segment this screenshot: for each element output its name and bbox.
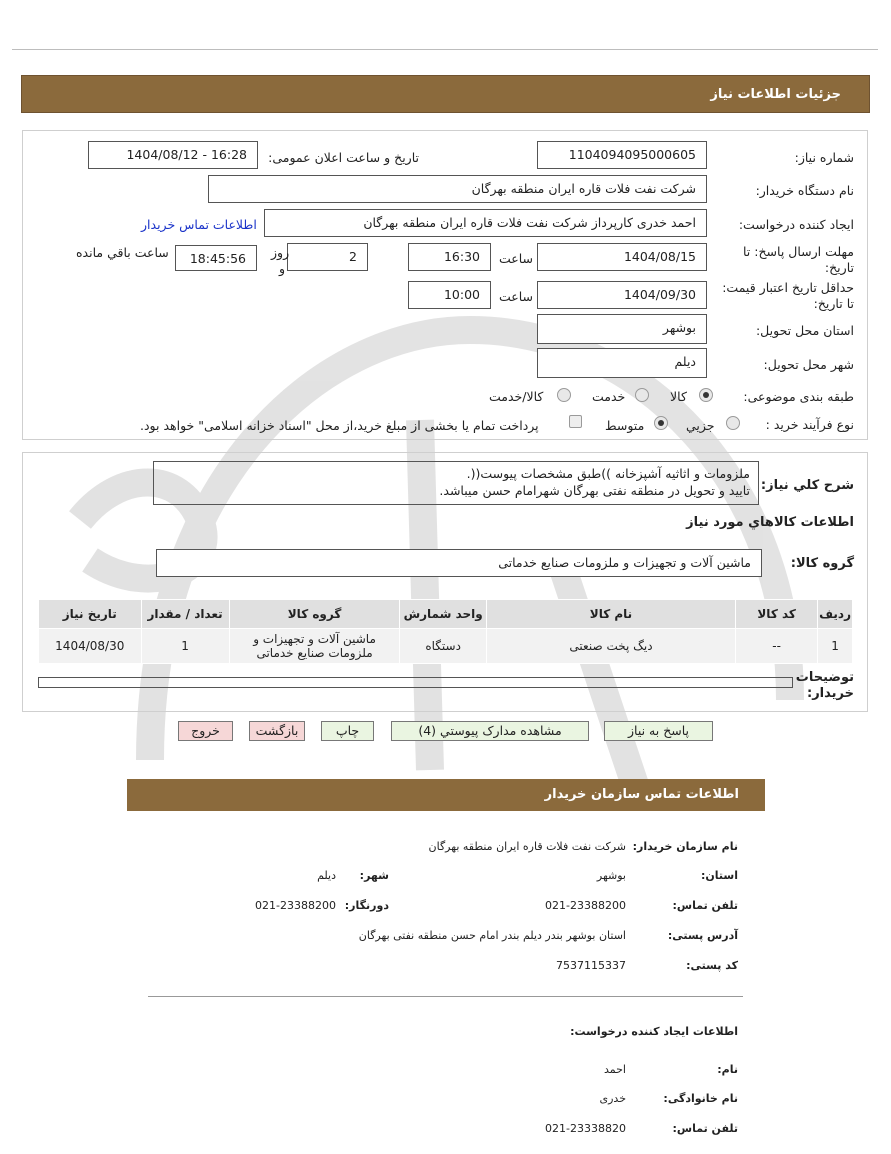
creator-last-name-label: نام خانوادگی: <box>663 1092 738 1105</box>
cell-qty: 1 <box>141 629 229 664</box>
days-and-label: و <box>279 261 286 276</box>
process-medium-radio[interactable] <box>654 416 668 430</box>
creator-info-title: اطلاعات ایجاد کننده درخواست: <box>570 1025 738 1038</box>
announce-label: تاریخ و ساعت اعلان عمومی: <box>268 150 419 165</box>
category-both-label: کالا/خدمت <box>489 389 544 404</box>
top-divider <box>12 49 878 50</box>
goods-table-header <box>39 600 853 629</box>
category-both-radio[interactable] <box>557 388 571 402</box>
creator-label: ایجاد کننده درخواست: <box>738 217 854 232</box>
days-field: 2 <box>287 243 368 271</box>
exit-button[interactable]: خروج <box>178 721 233 741</box>
goods-group-field: ماشین آلات و تجهیزات و ملزومات صنایع خدماتی <box>156 549 762 577</box>
print-button[interactable]: چاپ <box>321 721 374 741</box>
description-line-2: تایید و تحویل در منطقه نفتی بهرگان شهرامام حسن میباشد. <box>439 483 750 498</box>
category-service-label: خدمت <box>592 389 626 404</box>
creator-phone-label: تلفن تماس: <box>672 1122 738 1135</box>
province-label: استان محل تحویل: <box>755 323 854 338</box>
col-date: تاریخ نیاز <box>39 600 142 629</box>
creator-first-name-value: احمد <box>604 1063 626 1076</box>
contact-org-value: شرکت نفت فلات قاره ایران منطقه بهرگان <box>428 840 626 853</box>
contact-address-value: استان بوشهر بندر دیلم بندر امام حسن منطقه نفتی بهرگان <box>358 929 626 942</box>
cell-code: -- <box>736 629 818 664</box>
validity-label-line2: تا تاریخ: <box>813 296 854 311</box>
treasury-payment-checkbox[interactable] <box>569 415 582 428</box>
col-qty: تعداد / مقدار <box>141 600 229 629</box>
buyer-label: نام دستگاه خریدار: <box>755 183 854 198</box>
contact-province-label: استان: <box>701 869 738 882</box>
page-header: جزئیات اطلاعات نیاز <box>21 75 870 113</box>
col-row: ردیف <box>818 600 853 629</box>
process-small-label: جزیي <box>686 418 715 433</box>
col-unit: واحد شمارش <box>400 600 486 629</box>
buyer-notes-label-line1: توضیحات <box>795 670 854 685</box>
validity-date-field: 1404/09/30 <box>537 281 707 309</box>
cell-unit: دستگاه <box>400 629 486 664</box>
back-button[interactable]: بازگشت <box>249 721 305 741</box>
contact-fax-value: 021-23388200 <box>255 899 336 912</box>
contact-section-header: اطلاعات تماس سازمان خریدار <box>127 779 765 811</box>
buyer-contact-link[interactable]: اطلاعات تماس خریدار <box>141 217 257 232</box>
goods-section-title: اطلاعات کالاهاي مورد نیاز <box>686 515 854 530</box>
category-goods-label: کالا <box>670 389 687 404</box>
deadline-label-line1: مهلت ارسال پاسخ: تا <box>743 244 854 259</box>
city-label: شهر محل تحویل: <box>763 357 854 372</box>
process-small-radio[interactable] <box>726 416 740 430</box>
contact-org-label: نام سازمان خریدار: <box>632 840 738 853</box>
validity-time-label: ساعت <box>498 289 533 304</box>
deadline-time-field: 16:30 <box>408 243 491 271</box>
description-label: شرح کلي نیاز: <box>760 478 854 493</box>
creator-phone-value: 021-23338820 <box>545 1122 626 1135</box>
cell-name: دیگ پخت صنعتی <box>486 629 735 664</box>
category-goods-radio[interactable] <box>699 388 713 402</box>
province-field: بوشهر <box>537 314 707 344</box>
process-label: نوع فرآیند خرید : <box>765 417 854 432</box>
days-label: روز <box>271 245 290 260</box>
cell-group: ماشین آلات و تجهیزات و ملزومات صنایع خدماتی <box>229 629 400 664</box>
goods-table <box>38 599 853 664</box>
creator-first-name-label: نام: <box>717 1063 738 1076</box>
contact-address-label: آدرس پستی: <box>667 929 738 942</box>
contact-phone-label: تلفن تماس: <box>672 899 738 912</box>
category-label: طبقه بندی موضوعی: <box>743 389 854 404</box>
need-number-field: 1104094095000605 <box>537 141 707 169</box>
validity-time-field: 10:00 <box>408 281 491 309</box>
col-code: کد کالا <box>736 600 818 629</box>
contact-divider <box>148 996 743 997</box>
contact-phone-value: 021-23388200 <box>545 899 626 912</box>
cell-date: 1404/08/30 <box>39 629 142 664</box>
contact-postal-label: کد پستی: <box>686 959 738 972</box>
contact-city-label: شهر: <box>359 869 389 882</box>
contact-postal-value: 7537115337 <box>556 959 626 972</box>
remaining-time-field: 18:45:56 <box>175 245 257 271</box>
buyer-field: شرکت نفت فلات قاره ایران منطقه بهرگان <box>208 175 707 203</box>
remaining-time-label: ساعت باقي مانده <box>76 245 169 260</box>
description-box <box>153 461 759 505</box>
creator-field: احمد خدری کارپرداز شرکت نفت فلات قاره ایران منطقه بهرگان <box>264 209 707 237</box>
creator-last-name-value: خدری <box>599 1092 626 1105</box>
col-group: گروه کالا <box>229 600 400 629</box>
reply-button[interactable]: پاسخ به نیاز <box>604 721 713 741</box>
cell-row: 1 <box>818 629 853 664</box>
contact-province-value: بوشهر <box>596 869 626 882</box>
buyer-notes-box <box>38 677 793 688</box>
deadline-date-field: 1404/08/15 <box>537 243 707 271</box>
city-field: دیلم <box>537 348 707 378</box>
need-number-label: شماره نیاز: <box>794 150 854 165</box>
view-documents-button[interactable]: مشاهده مدارک پیوستي (4) <box>391 721 589 741</box>
treasury-payment-note: پرداخت تمام یا بخشی از مبلغ خرید،از محل "اسناد خزانه اسلامی" خواهد بود. <box>140 418 539 433</box>
description-line-1: ملزومات و اثاثیه آشپزخانه ))طبق مشخصات پیوست((. <box>466 466 750 481</box>
announce-field: 1404/08/12 - 16:28 <box>88 141 258 169</box>
table-row <box>39 629 853 664</box>
process-medium-label: متوسط <box>605 418 645 433</box>
buyer-notes-label-line2: خریدار: <box>807 686 854 701</box>
deadline-label-line2: تاریخ: <box>824 260 854 275</box>
category-service-radio[interactable] <box>635 388 649 402</box>
col-name: نام کالا <box>486 600 735 629</box>
validity-label-line1: حداقل تاریخ اعتبار قیمت: <box>722 280 854 295</box>
deadline-time-label: ساعت <box>498 251 533 266</box>
contact-city-value: دیلم <box>317 869 336 882</box>
goods-group-label: گروه کالا: <box>790 556 854 571</box>
contact-fax-label: دورنگار: <box>344 899 389 912</box>
